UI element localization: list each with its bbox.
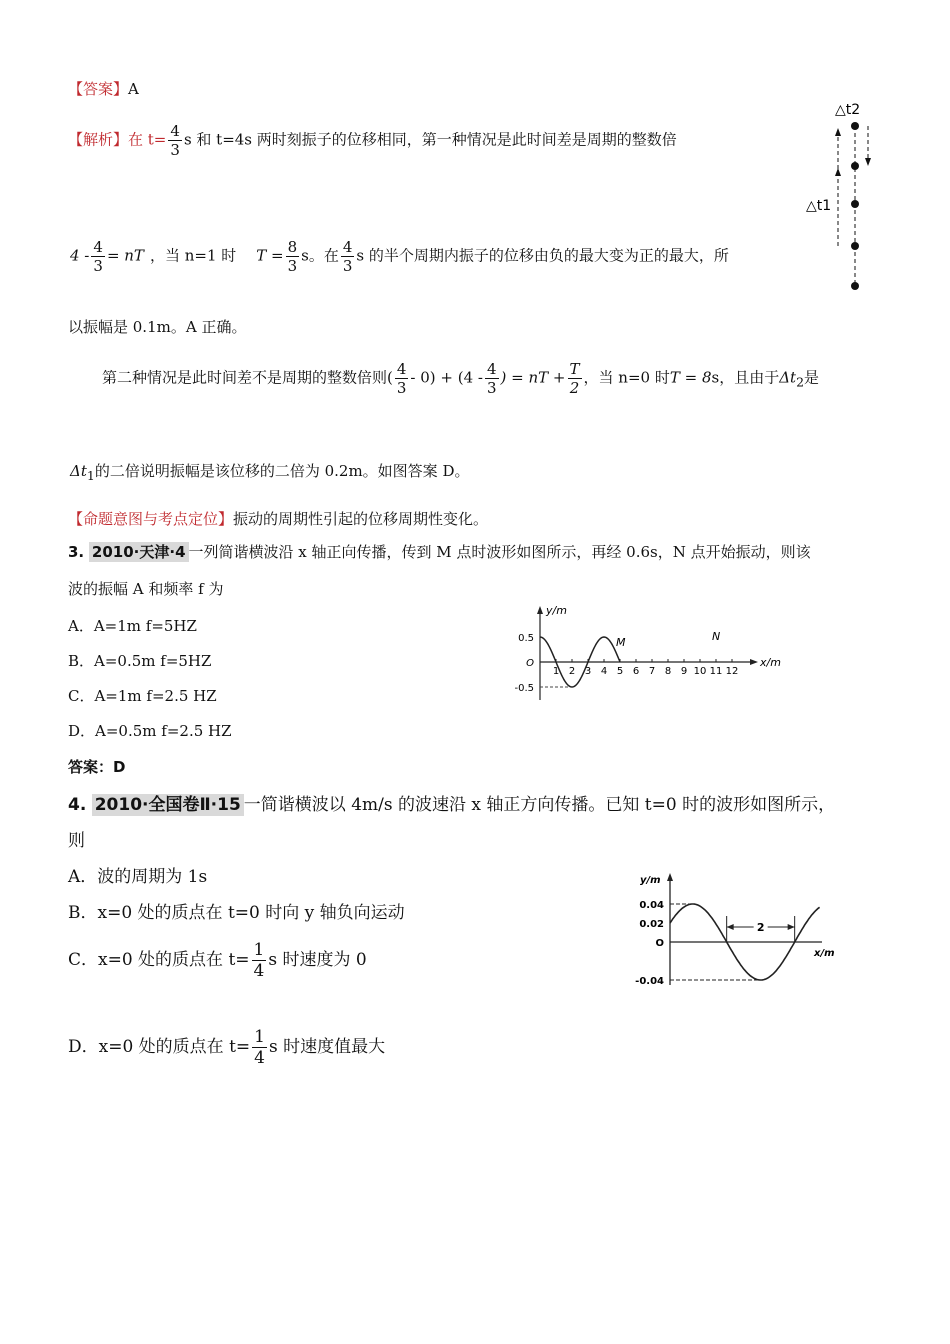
position-dot	[851, 122, 859, 130]
position-dot	[851, 242, 859, 250]
q3-option-c: C．A=1m f=2.5 HZ	[68, 687, 217, 705]
analysis-line-3: 以振幅是 0.1m。A 正确。	[68, 318, 247, 336]
vibration-diagram	[800, 98, 880, 298]
q3-option-d: D．A=0.5m f=2.5 HZ	[68, 722, 232, 740]
down-arrow-icon	[865, 158, 871, 166]
q3-option-b: B．A=0.5m f=5HZ	[68, 652, 212, 670]
analysis-line-1	[68, 122, 677, 159]
intent-label: 【命题意图与考点定位】	[68, 510, 234, 528]
x-tick-label: 2	[568, 666, 576, 677]
x-tick-label: 4	[600, 666, 608, 677]
answer-label: 【答案】	[68, 80, 129, 98]
position-dot	[851, 200, 859, 208]
point-n-label: N	[712, 630, 721, 643]
point-m-label: M	[616, 636, 626, 649]
q4-wave-chart	[622, 865, 844, 990]
y-tick-label: -0.5	[514, 683, 534, 694]
y-axis-label: y/m	[546, 604, 567, 617]
q3-stem-1: 3. 2010·天津·4 一列简谐横波沿 x 轴正向传播，传到 M 点时波形如图所示，再经 0.6s，N 点开始振动，则该	[68, 543, 811, 561]
right-arrow-icon	[788, 924, 795, 930]
x-tick-label: 6	[632, 666, 640, 677]
q3-source-tag: 2010·天津·4	[89, 542, 189, 562]
dt1-label: △t1	[806, 198, 832, 214]
y-tick-label: 0.5	[518, 633, 534, 644]
left-arrow-icon	[727, 924, 734, 930]
q4-option-d: D．x=0 处的质点在 t= $\frac{1}{4}$ s 时速度值最大	[68, 1027, 386, 1068]
position-dot	[851, 162, 859, 170]
x-axis-arrow-icon	[750, 659, 758, 665]
dt2-label: △t2	[835, 102, 861, 118]
x-tick-label: 9	[680, 666, 688, 677]
x-tick-label: 7	[648, 666, 656, 677]
q4-stem-2: 则	[68, 831, 85, 851]
intent-line: 【命题意图与考点定位】振动的周期性引起的位移周期性变化。	[68, 510, 489, 528]
x-tick-label: 12	[725, 666, 739, 677]
x-tick-label: 1	[552, 666, 560, 677]
y-tick-label: 0.04	[639, 900, 664, 911]
q4-stem-1: 4. 2010·全国卷Ⅱ·15 一简谐横波以 4m/s 的波速沿 x 轴正方向传播。已知 t=0 时的波形如图所示，	[68, 795, 836, 815]
y-axis-arrow-icon	[537, 606, 543, 614]
x-tick-label: 3	[584, 666, 592, 677]
answer-line	[68, 78, 139, 99]
q4-source-tag: 2010·全国卷Ⅱ·15	[92, 794, 244, 816]
x-tick-label: 5	[616, 666, 624, 677]
q3-answer: 答案：D	[68, 758, 126, 776]
analysis-line-4: 第二种情况是此时间差不是周期的整数倍则( $\frac{4}{3}$ - 0) + (4 - $\frac{4}{3}$ ) = nT + $\frac{T}{2}$ ，当 n=0 时T = 8s，且由于$\Delta t_2$是	[102, 360, 820, 397]
fraction-T-2: $\frac{T}{2}$	[569, 360, 580, 397]
analysis-t-eq: 在 t=	[128, 130, 167, 149]
up-arrow-icon	[835, 168, 841, 176]
q4-option-a: A．波的周期为 1s	[68, 867, 208, 887]
position-dot	[851, 282, 859, 290]
q4-option-b: B．x=0 处的质点在 t=0 时向 y 轴负向运动	[68, 903, 405, 923]
x-tick-label: 8	[664, 666, 672, 677]
q3-stem-2: 波的振幅 A 和频率 f 为	[68, 580, 224, 598]
x-axis-label: x/m	[814, 948, 835, 959]
y-tick-label: O	[655, 938, 664, 949]
answer-value: A	[128, 80, 139, 98]
x-tick-label: 11	[709, 666, 723, 677]
analysis-line-2: 4 - $\frac{4}{3}$ = nT ，当 n=1 时 T = $\frac{8}{3}$ s。在 $\frac{4}{3}$ s 的半个周期内振子的位移由负的最大变为正的最大，所	[70, 238, 729, 275]
y-axis-arrow-icon	[667, 873, 673, 881]
y-axis-label: y/m	[640, 875, 661, 886]
analysis-line-5: $\Delta t_1$的二倍说明振幅是该位移的二倍为 0.2m。如图答案 D。	[70, 462, 470, 483]
y-tick-label: 0.02	[639, 919, 664, 930]
y-tick-label: O	[526, 658, 534, 669]
wavelength-label: 2	[756, 921, 765, 934]
q3-option-a: A．A=1m f=5HZ	[68, 617, 197, 635]
up-arrow-icon	[835, 128, 841, 136]
fraction-4-3: $\frac{4}{3}$	[170, 122, 180, 159]
q4-option-c: C．x=0 处的质点在 t= $\frac{1}{4}$ s 时速度为 0	[68, 940, 367, 981]
y-tick-label: -0.04	[635, 976, 664, 987]
x-tick-label: 10	[693, 666, 707, 677]
x-axis-label: x/m	[760, 656, 781, 669]
q3-wave-chart	[500, 600, 810, 712]
analysis-label: 【解析】	[68, 130, 129, 149]
analysis-l1-rest: s 和 t=4s 两时刻振子的位移相同，第一种情况是此时间差是周期的整数倍	[183, 130, 677, 149]
fraction-1-4: $\frac{1}{4}$	[253, 940, 265, 981]
fraction-1-4: $\frac{1}{4}$	[254, 1027, 265, 1068]
